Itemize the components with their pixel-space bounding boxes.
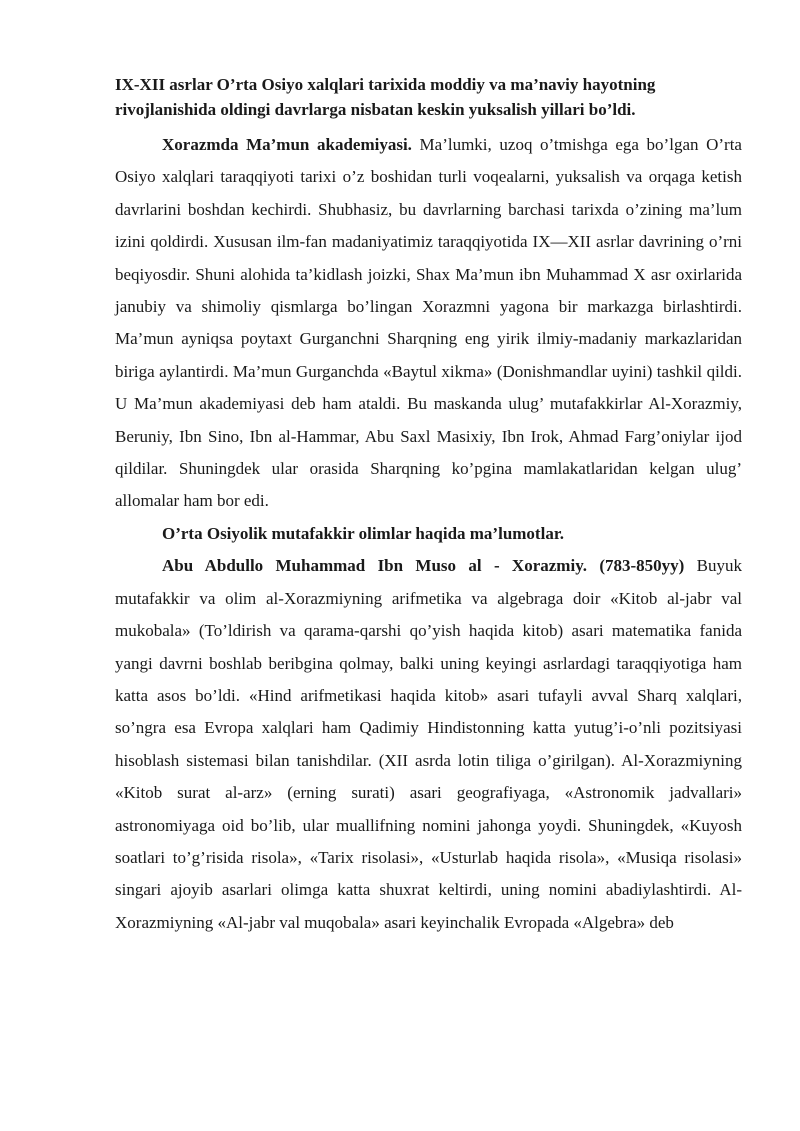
academy-paragraph: [115, 129, 742, 518]
scholars-section-title: O’rta Osiyolik mutafakkir olimlar haqida ma’lumotlar.: [162, 523, 565, 543]
intro-heading: IX-XII asrlar O’rta Osiyo xalqlari tarixida moddiy va ma’naviy hayotning rivojlanishida oldingi davrlarga nisbatan keskin yuksalish yillari bo’ldi.: [115, 75, 656, 119]
xorazmiy-title: Abu Abdullo Muhammad Ibn Muso al - Xorazmiy. (783-850yy): [162, 556, 685, 576]
academy-title: Xorazmda Ma’mun akademiyasi.: [162, 135, 412, 154]
xorazmiy-text: Buyuk mutafakkir va olim al-Xorazmiyning arifmetika va algebraga doir «Kitob al-jabr val mukobala» (To’ldirish va qarama-qarshi qo’yish haqida kitob) asari matematika fanida yangi davrni boshlab beribgina qolmay, balki uning keyingi asrlardagi taraqqiyotiga ham katta asos bo’ldi. «Hind arifmetikasi haqida kitob» asari tufayli avval Sharq xalqlari, so’ngra esa Evropa xalqlari ham Qadimiy Hindistonning katta yutug’i-o’nli pozitsiyasi hisoblash sistemasi bilan tanishdilar. (XII asrda lotin tiliga o’girilgan). Al-Xorazmiyning «Kitob surat al-arz» (erning surati) asari geografiyaga, «Astronomik jadvallari» astronomiyaga oid bo’lib, ular muallifning nomini jahonga yoydi. Shuningdek, «Kuyosh soatlari to’g’risida risola», «Tarix risolasi», «Usturlab haqida risola», «Musiqa risolasi» singari ajoyib asarlari olimga katta shuxrat keltirdi, uning nomini abadiylashtirdi. Al-Xorazmiyning «Al-jabr val muqobala» asari keyinchalik Evropada «Algebra» deb: [115, 556, 743, 932]
academy-text: Ma’lumki, uzoq o’tmishga ega bo’lgan O’rta Osiyo xalqlari taraqqiyoti tarixi o’z boshidan turli voqealarni, yuksalish va orqaga ketish davrlarini boshdan kechirdi. Shubhasiz, bu davrlarning barchasi tarixda o’zining ma’lum izini qoldirdi. Xususan ilm-fan madaniyatimiz taraqqiyotida IX—XII asrlar davrining o’rni beqiyosdir. Shuni alohida ta’kidlash joizki, Shax Ma’mun ibn Muhammad X asr oxirlarida janubiy va shimoliy qismlarga bo’lingan Xorazmni yagona bir markazga birlashtirdi. Ma’mun ayniqsa poytaxt Gurganchni Sharqning eng yirik ilmiy-madaniy markazlaridan biriga aylantirdi. Ma’mun Gurganchda «Baytul xikma» (Donishmandlar uyini) tashkil qildi. U Ma’mun akademiyasi deb ham ataldi. Bu maskanda ulug’ mutafakkirlar Al-Xorazmiy, Beruniy, Ibn Sino, Ibn al-Hammar, Abu Saxl Masixiy, Ibn Irok, Ahmad Farg’oniylar ijod qildilar. Shuningdek ular orasida Sharqning ko’pgina mamlakatlaridan kelgan ulug’ allomalar ham bor edi.: [115, 135, 742, 511]
xorazmiy-paragraph: [115, 550, 742, 939]
